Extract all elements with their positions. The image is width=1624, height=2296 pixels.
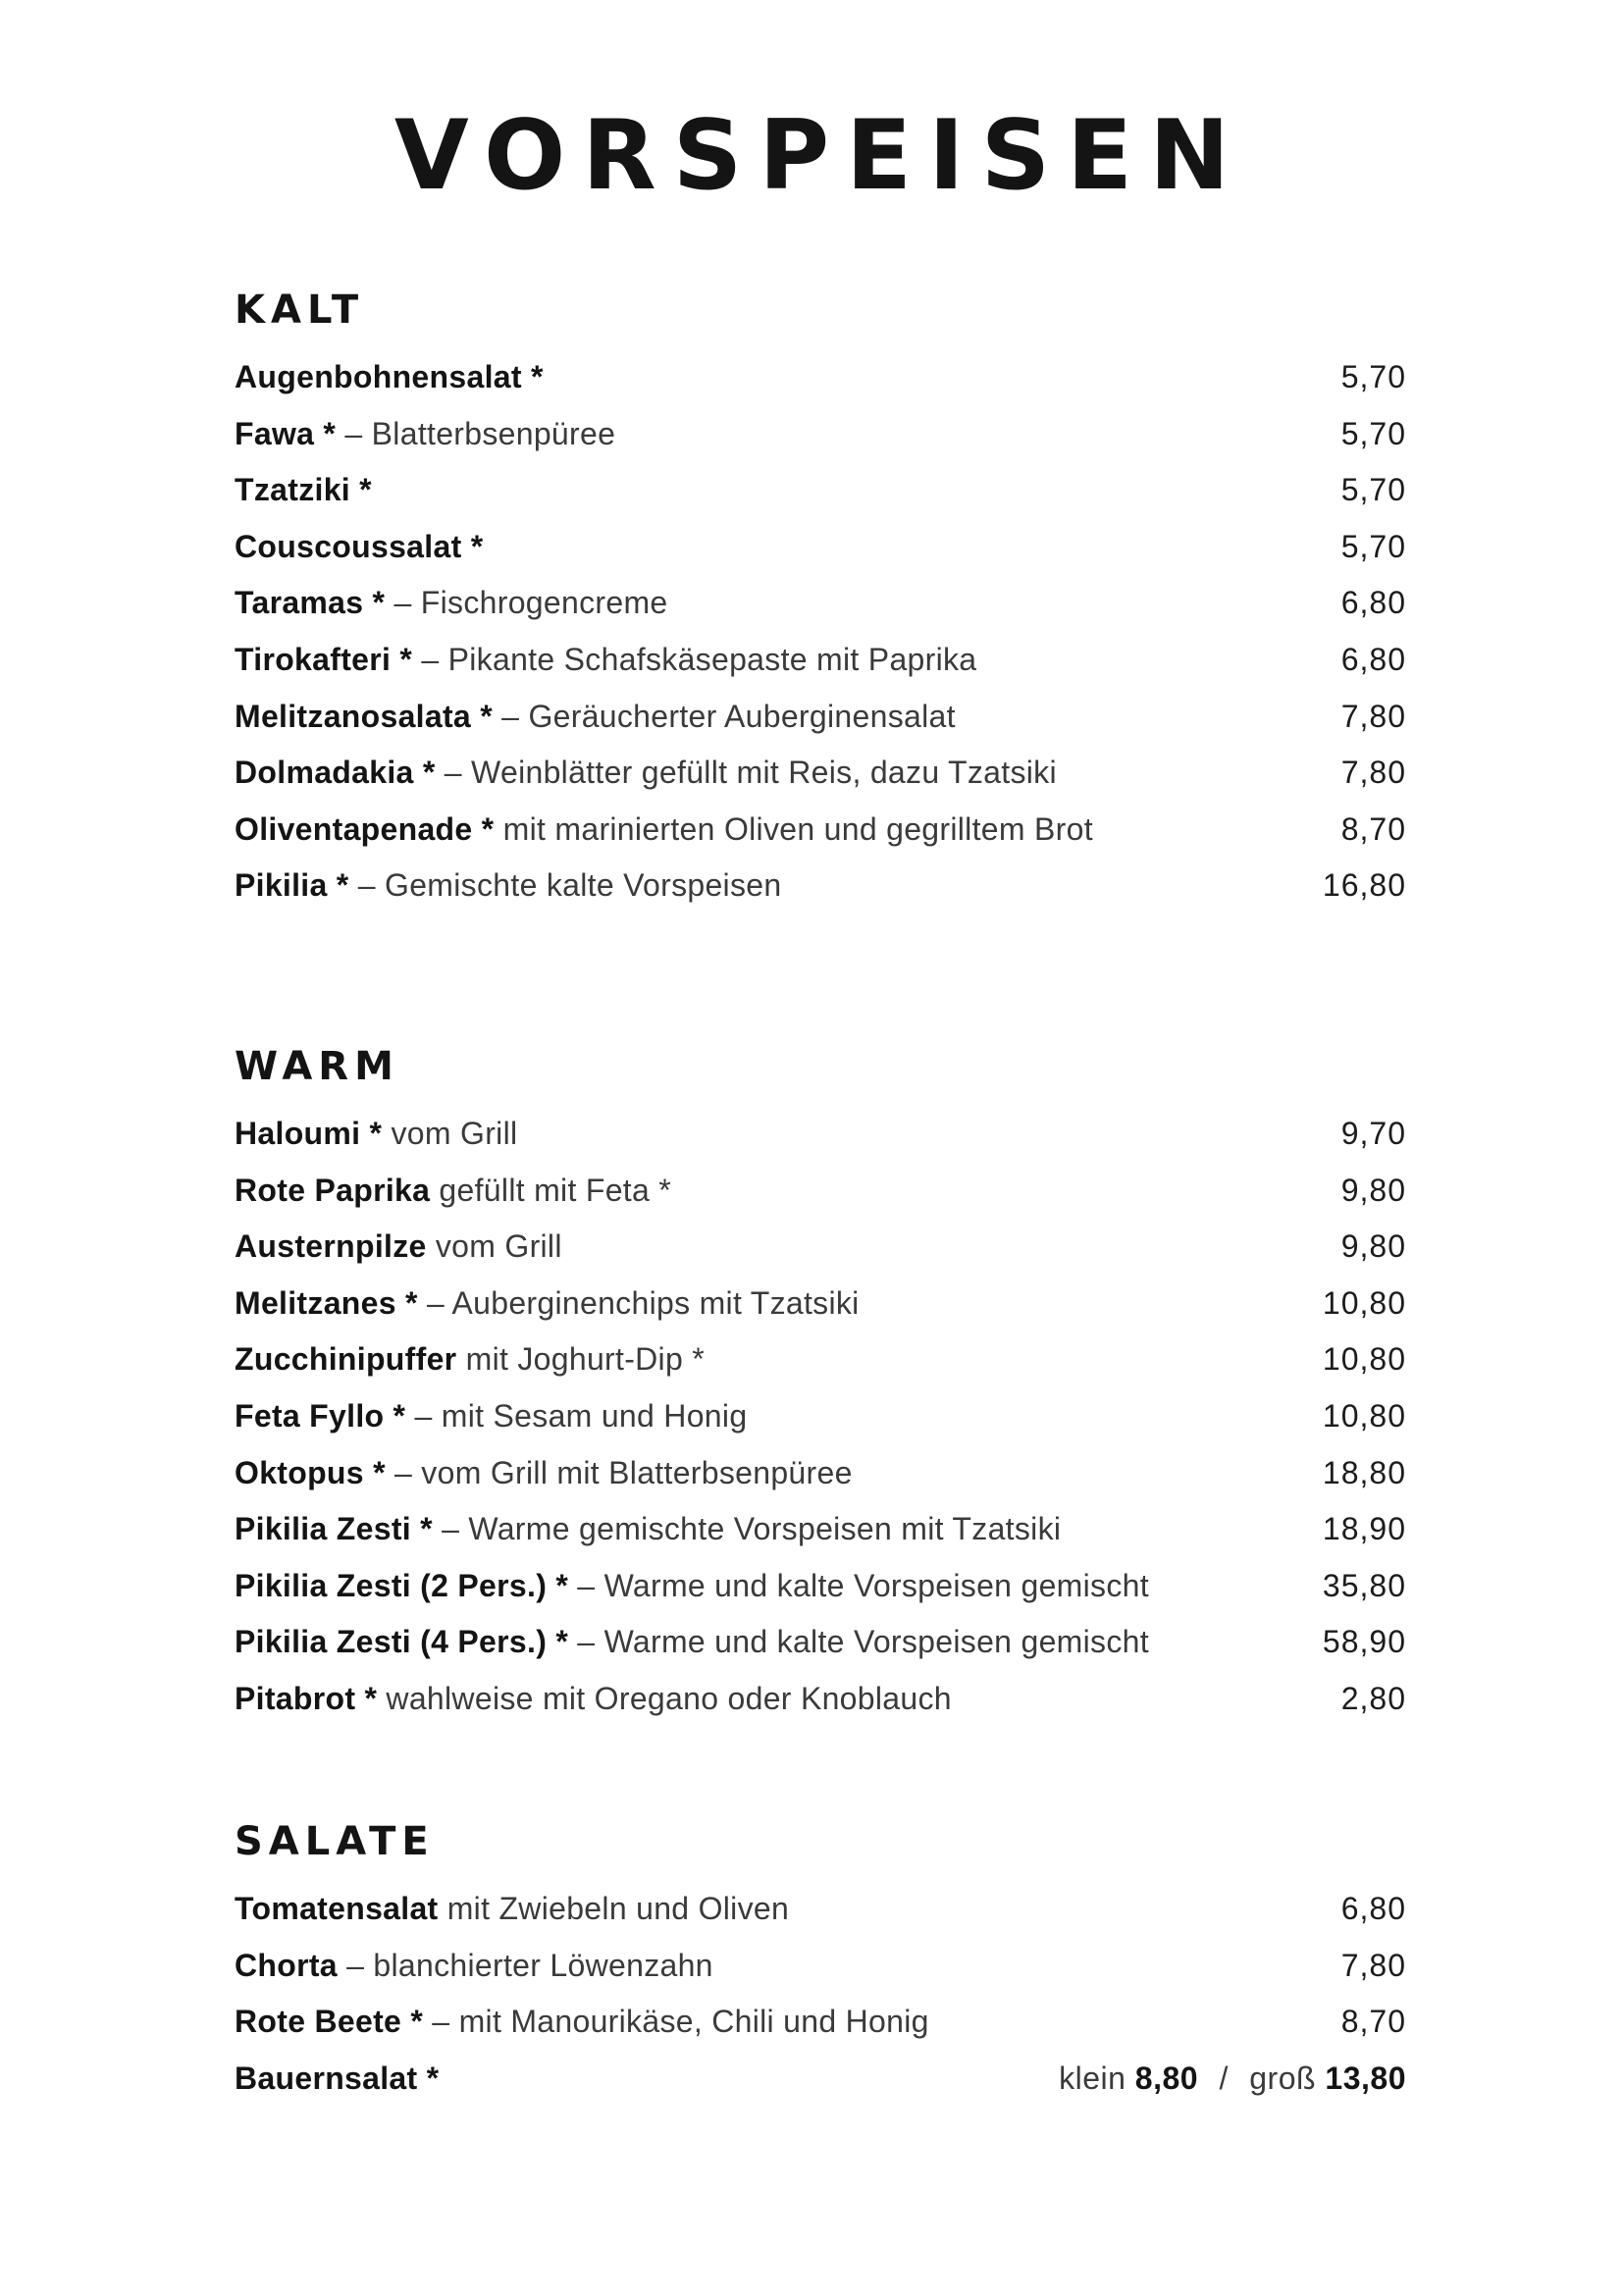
section-salate	[235, 1818, 1406, 2107]
item-name: Chorta	[235, 1947, 338, 1983]
menu-item-multi-price	[235, 2051, 1406, 2108]
menu-item	[235, 1276, 1406, 1332]
item-text	[235, 462, 372, 519]
size-small-price: 8,80	[1134, 2060, 1199, 2096]
item-text	[235, 689, 956, 746]
item-text	[235, 1163, 671, 1220]
item-price: 10,80	[1322, 1341, 1406, 1378]
item-text	[235, 519, 483, 576]
item-price: 18,90	[1322, 1511, 1406, 1547]
item-description: mit marinierten Oliven und gegrilltem Brot	[494, 810, 1093, 847]
item-name: Oliventapenade *	[235, 810, 495, 847]
item-list	[235, 1106, 1406, 1728]
item-text	[235, 1938, 713, 1995]
item-name: Taramas *	[235, 585, 386, 621]
item-description: – Warme gemischte Vorspeisen mit Tzatsiki	[432, 1511, 1062, 1547]
item-price: 5,70	[1340, 359, 1406, 394]
item-price: 10,80	[1322, 1397, 1406, 1434]
item-price-options	[1059, 2051, 1406, 2108]
item-price: 5,70	[1340, 415, 1406, 451]
item-text	[235, 802, 1093, 859]
item-price: 5,70	[1340, 472, 1406, 508]
item-description: – Fischrogencreme	[385, 585, 668, 621]
item-description: mit Zwiebeln und Oliven	[438, 1891, 790, 1926]
item-description: – Geräucherter Auberginensalat	[492, 698, 956, 734]
item-price: 9,80	[1340, 1228, 1406, 1265]
item-name: Haloumi *	[235, 1116, 383, 1151]
item-description: – vom Grill mit Blatterbsenpüree	[385, 1454, 853, 1490]
menu-item	[235, 406, 1406, 463]
menu-item	[235, 1994, 1406, 2051]
menu-item	[235, 1219, 1406, 1276]
item-description: – blanchierter Löwenzahn	[337, 1947, 713, 1983]
menu-item	[235, 1163, 1406, 1220]
item-price: 9,80	[1340, 1172, 1406, 1208]
menu-item	[235, 575, 1406, 632]
item-price: 58,90	[1322, 1624, 1406, 1660]
item-price: 7,80	[1340, 755, 1406, 791]
item-text	[235, 406, 615, 463]
item-text	[235, 1219, 562, 1276]
menu-item	[235, 519, 1406, 576]
item-name: Couscoussalat *	[235, 528, 484, 564]
item-description: – Auberginenchips mit Tzatsiki	[417, 1284, 860, 1321]
section-heading: KALT	[235, 287, 365, 333]
item-description: – Warme und kalte Vorspeisen gemischt	[568, 1624, 1149, 1660]
item-text	[235, 632, 976, 689]
item-name: Pitabrot *	[235, 1680, 378, 1716]
menu-item	[235, 1614, 1406, 1671]
item-text	[235, 1881, 789, 1938]
item-text	[235, 1445, 853, 1502]
section-warm	[235, 1043, 1406, 1728]
menu-item	[235, 1445, 1406, 1502]
item-name: Zucchinipuffer	[235, 1341, 457, 1378]
item-name: Pikilia Zesti *	[235, 1511, 433, 1547]
item-price: 16,80	[1322, 867, 1406, 904]
item-name: Tzatziki *	[235, 472, 372, 508]
item-price: 18,80	[1322, 1454, 1406, 1490]
item-text	[235, 858, 781, 914]
menu-item	[235, 462, 1406, 519]
menu-item	[235, 689, 1406, 746]
menu-item	[235, 1331, 1406, 1388]
menu-item	[235, 1881, 1406, 1938]
price-separator: /	[1219, 2060, 1229, 2096]
menu-item	[235, 858, 1406, 914]
menu-item	[235, 1671, 1406, 1728]
item-description: – Gemischte kalte Vorspeisen	[348, 867, 782, 904]
section-heading: WARM	[235, 1044, 399, 1089]
item-list	[235, 349, 1406, 914]
menu-item	[235, 349, 1406, 406]
item-text	[235, 1276, 860, 1332]
item-text	[235, 1106, 517, 1163]
item-name: Melitzanes *	[235, 1284, 418, 1321]
item-name: Augenbohnensalat *	[235, 359, 544, 394]
menu-item	[235, 1558, 1406, 1615]
item-price: 8,70	[1340, 810, 1406, 847]
item-price: 9,70	[1340, 1116, 1406, 1151]
item-name: Tirokafteri *	[235, 641, 413, 677]
item-price: 6,80	[1340, 641, 1406, 677]
item-price: 7,80	[1340, 1947, 1406, 1983]
item-name: Pikilia Zesti (4 Pers.) *	[235, 1624, 569, 1660]
item-text	[235, 1331, 705, 1388]
menu-item	[235, 745, 1406, 802]
item-name: Rote Beete *	[235, 2004, 424, 2040]
item-name: Oktopus *	[235, 1454, 386, 1490]
menu-item	[235, 1501, 1406, 1558]
size-large-price: 13,80	[1325, 2060, 1406, 2096]
menu-item	[235, 1388, 1406, 1445]
item-name: Pikilia *	[235, 867, 349, 904]
item-name: Pikilia Zesti (2 Pers.) *	[235, 1567, 569, 1603]
item-price: 10,80	[1322, 1284, 1406, 1321]
item-price: 7,80	[1340, 698, 1406, 734]
item-description: wahlweise mit Oregano oder Knoblauch	[377, 1680, 952, 1716]
size-small-label: klein	[1059, 2060, 1126, 2096]
menu-item	[235, 1106, 1406, 1163]
menu-item	[235, 632, 1406, 689]
item-price: 2,80	[1340, 1680, 1406, 1716]
item-description: – mit Sesam und Honig	[405, 1397, 748, 1434]
item-price: 6,80	[1340, 585, 1406, 621]
section-heading: SALATE	[235, 1819, 435, 1864]
item-name: Melitzanosalata *	[235, 698, 493, 734]
item-name: Rote Paprika	[235, 1172, 431, 1208]
item-name: Fawa *	[235, 415, 337, 451]
menu-item	[235, 802, 1406, 859]
size-large-label: groß	[1249, 2060, 1317, 2096]
item-price: 6,80	[1340, 1891, 1406, 1926]
item-description: – Blatterbsenpüree	[336, 415, 616, 451]
item-price: 5,70	[1340, 528, 1406, 564]
item-name: Austernpilze	[235, 1228, 427, 1265]
item-description: mit Joghurt-Dip *	[456, 1341, 706, 1378]
item-description: vom Grill	[382, 1116, 518, 1151]
item-name: Dolmadakia *	[235, 755, 436, 791]
item-description: vom Grill	[426, 1228, 562, 1265]
page-title: VORSPEISEN	[393, 100, 1247, 212]
item-description: – Warme und kalte Vorspeisen gemischt	[568, 1567, 1149, 1603]
item-name: Bauernsalat *	[235, 2060, 440, 2096]
item-text	[235, 349, 544, 406]
item-text	[235, 1388, 747, 1445]
item-description: gefüllt mit Feta *	[430, 1172, 672, 1208]
item-text	[235, 1501, 1061, 1558]
item-text	[235, 1994, 929, 2051]
item-description: – Pikante Schafskäsepaste mit Paprika	[412, 641, 977, 677]
item-text	[235, 745, 1057, 802]
item-name: Feta Fyllo *	[235, 1397, 406, 1434]
menu-item	[235, 1938, 1406, 1995]
item-list	[235, 1881, 1406, 2051]
section-kalt	[235, 287, 1406, 914]
item-text	[235, 575, 668, 632]
item-description: – mit Manourikäse, Chili und Honig	[423, 2004, 929, 2040]
item-price: 35,80	[1322, 1567, 1406, 1603]
item-text	[235, 1558, 1149, 1615]
item-text	[235, 1671, 952, 1728]
item-price: 8,70	[1340, 2004, 1406, 2040]
item-name: Tomatensalat	[235, 1891, 439, 1926]
item-description: – Weinblätter gefüllt mit Reis, dazu Tzatsiki	[435, 755, 1057, 791]
item-text	[235, 1614, 1149, 1671]
